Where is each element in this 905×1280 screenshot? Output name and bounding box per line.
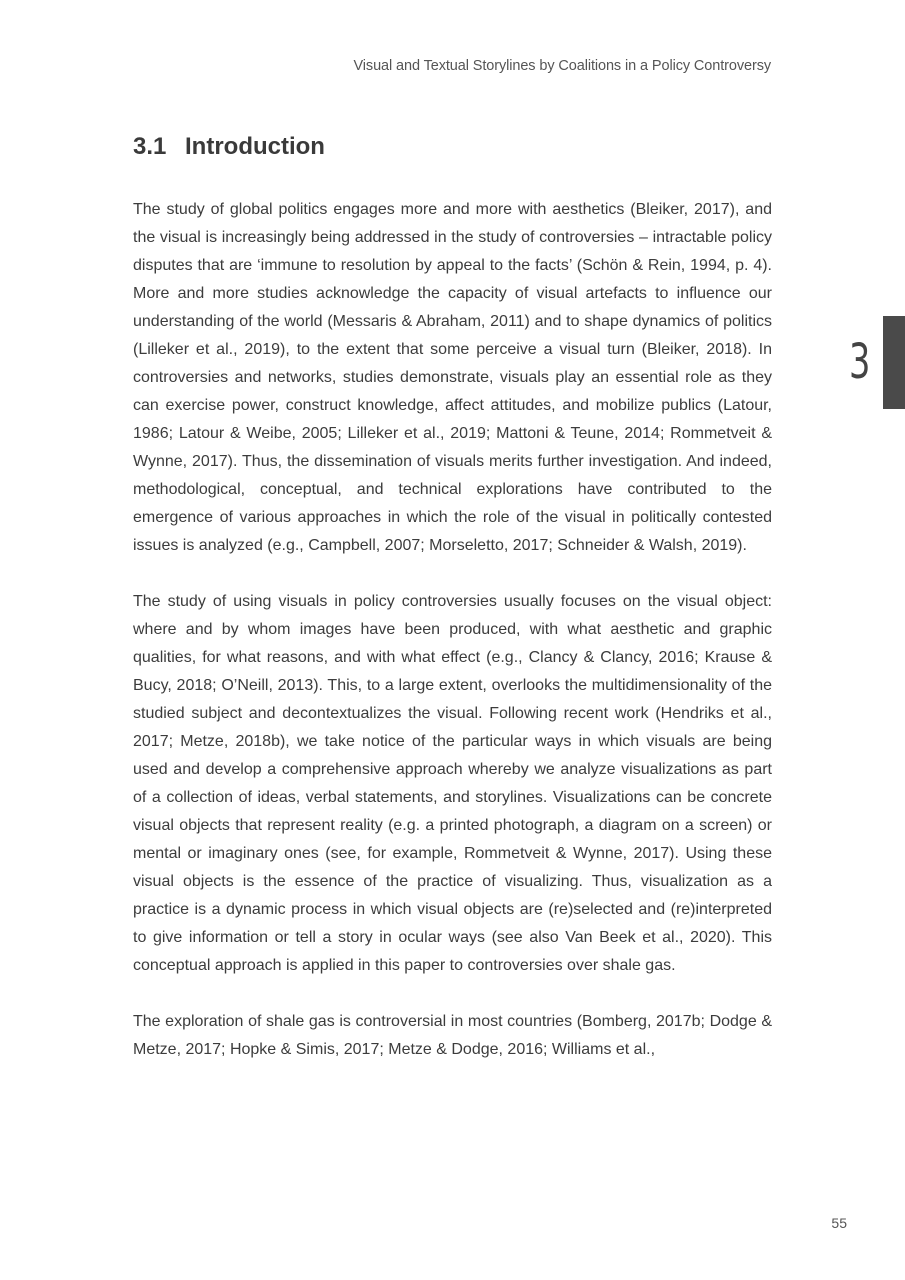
paragraph-1: The study of global politics engages more and more with aesthetics (Bleiker, 2017), and the visual is increasingly being addressed in the study of controversies – intractable policy disputes that are ‘immune to resolution by appeal to the facts’ (Schön & Rein, 1994, p. 4). More and more studies acknowledge the capacity of visual artefacts to influence our understanding of the world (Messaris & Abraham, 2011) and to shape dynamics of politics (Lilleker et al., 2019), to the extent that some perceive a visual turn (Bleiker, 2018). In controversies and networks, studies demonstrate, visuals play an essential role as they can exercise power, construct knowledge, affect attitudes, and mobilize publics (Latour, 1986; Latour & Weibe, 2005; Lilleker et al., 2019; Mattoni & Teune, 2014; Rommetveit & Wynne, 2017). Thus, the dissemination of visuals merits further investigation. And indeed, methodological, conceptual, and technical explorations have contributed to the emergence of various approaches in which the role of the visual in politically contested issues is analyzed (e.g., Campbell, 2007; Morseletto, 2017; Schneider & Walsh, 2019). xyxy=(133,201,772,554)
paragraph-2: The study of using visuals in policy controversies usually focuses on the visual object: where and by whom images have been produced, with what aesthetic and graphic qualities, for what reasons, and with what effect (e.g., Clancy & Clancy, 2016; Krause & Bucy, 2018; O’Neill, 2013). This, to a large extent, overlooks the multidimensionality of the studied subject and decontextualizes the visual. Following recent work (Hendriks et al., 2017; Metze, 2018b), we take notice of the particular ways in which visuals are being used and develop a comprehensive approach whereby we analyze visualizations as part of a collection of ideas, verbal statements, and storylines. Visualizations can be concrete visual objects that represent reality (e.g. a printed photograph, a diagram on a screen) or mental or imaginary ones (see, for example, Rommetveit & Wynne, 2017). Using these visual objects is the essence of the practice of visualizing. Thus, visualization as a practice is a dynamic process in which visual objects are (re)selected and (re)interpreted to give information or tell a story in ocular ways (see also Van Beek et al., 2020). This conceptual approach is applied in this paper to controversies over shale gas. xyxy=(133,593,772,974)
section-title: Introduction xyxy=(185,133,325,160)
body-text xyxy=(133,196,772,1092)
chapter-number: 3 xyxy=(849,334,871,390)
section-number: 3.1 xyxy=(133,133,167,160)
section-heading xyxy=(133,133,325,161)
page-number: 55 xyxy=(831,1215,847,1231)
paragraph-3: The exploration of shale gas is controversial in most countries (Bomberg, 2017b; Dodge & Metze, 2017; Hopke & Simis, 2017; Metze & Dodge, 2016; Williams et al., xyxy=(133,1013,772,1058)
running-header: Visual and Textual Storylines by Coalitions in a Policy Controversy xyxy=(353,58,771,74)
chapter-tab xyxy=(883,316,905,409)
